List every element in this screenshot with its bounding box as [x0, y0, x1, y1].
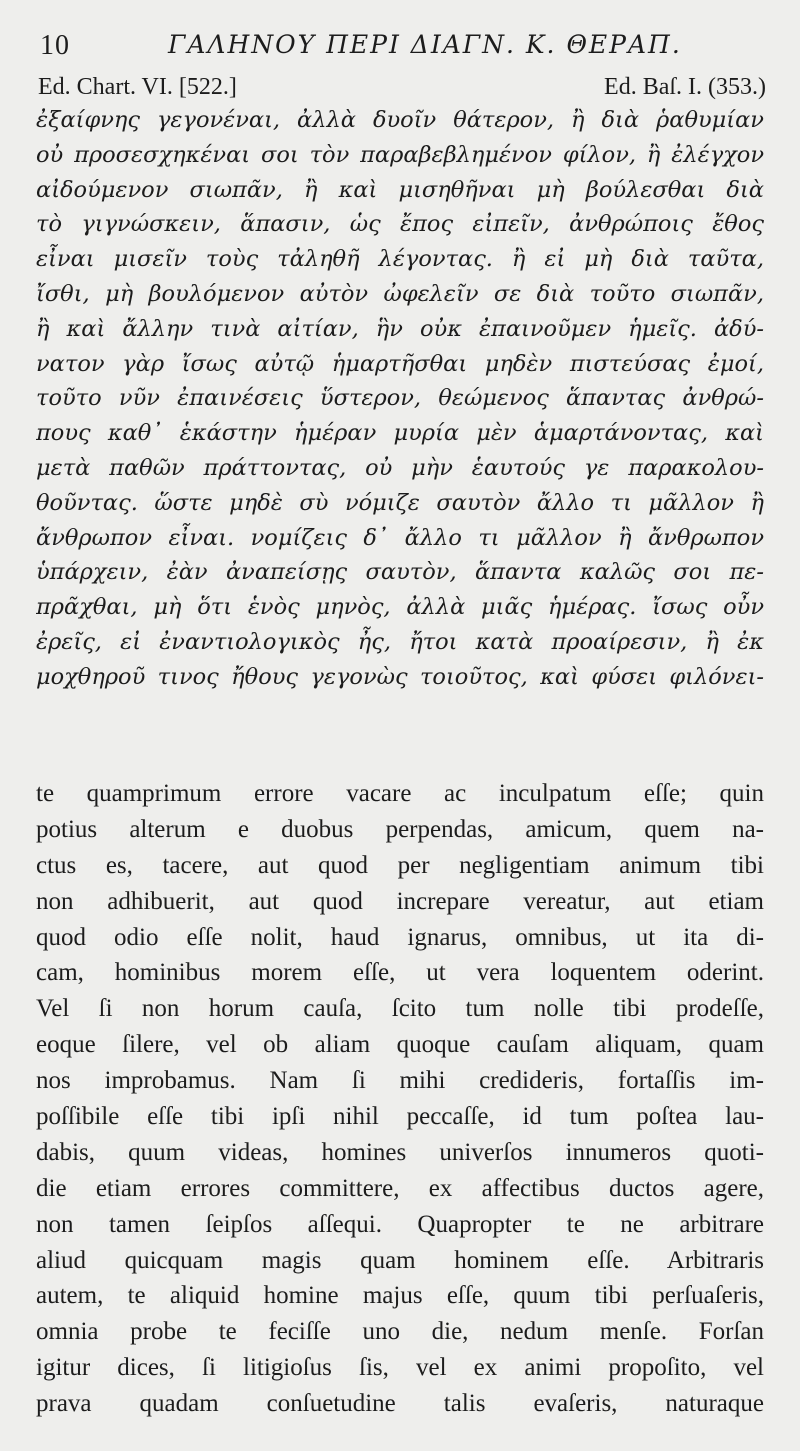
greek-text-line: αἰδούμενον σιωπᾶν, ἢ καὶ μισηθῆναι μὴ βούλεσθαι διὰ	[36, 176, 764, 203]
latin-text-line: non tamen ſeipſos aſſequi. Quapropter te ne arbitrare	[36, 1210, 764, 1238]
latin-text-line: dabis, quum videas, homines univerſos innumeros quoti-	[36, 1138, 764, 1166]
latin-text-line: non adhibuerit, aut quod increpare vereatur, aut etiam	[36, 887, 764, 915]
latin-text-line: die etiam errores committere, ex affectibus ductos agere,	[36, 1174, 764, 1202]
greek-text-line: ἴσθι, μὴ βουλόμενον αὐτὸν ὠφελεῖν σε διὰ τοῦτο σιωπᾶν,	[36, 280, 764, 307]
latin-text-line: Vel ſi non horum cauſa, ſcito tum nolle tibi prodeſſe,	[36, 995, 764, 1023]
greek-text-line: μετὰ παθῶν πράττοντας, οὐ μὴν ἑαυτούς γε παρακολου-	[36, 454, 764, 481]
greek-text-line: τοῦτο νῦν ἐπαινέσεις ὕστερον, θεώμενος ἅπαντας ἀνθρώ-	[36, 385, 764, 412]
latin-text-line: poſſibile eſſe tibi ipſi nihil peccaſſe, id tum poſtea lau-	[36, 1103, 764, 1131]
greek-text-line: πρᾶχθαι, μὴ ὅτι ἑνὸς μηνὸς, ἀλλὰ μιᾶς ἡμέρας. ἴσως οὖν	[36, 594, 764, 621]
latin-text-line: ctus es, tacere, aut quod per negligentiam animum tibi	[36, 851, 764, 879]
latin-text-line: autem, te aliquid homine majus eſſe, quum tibi perſuaſeris,	[36, 1282, 764, 1310]
greek-text-line: νατον γὰρ ἴσως αὐτῷ ἡμαρτῆσθαι μηδὲν πιστεύσας ἐμοί,	[36, 350, 764, 377]
greek-text-line: εἶναι μισεῖν τοὺς τἀληθῆ λέγοντας. ἢ εἰ μὴ διὰ ταῦτα,	[36, 246, 764, 273]
latin-text-line: omnia probe te feciſſe uno die, nedum menſe. Forſan	[36, 1318, 764, 1346]
latin-text-line: cam, hominibus morem eſſe, ut vera loquentem oderint.	[36, 959, 764, 987]
latin-text-line: nos improbamus. Nam ſi mihi credideris, fortaſſis im-	[36, 1067, 764, 1095]
latin-text-line: eoque ſilere, vel ob aliam quoque cauſam aliquam, quam	[36, 1031, 764, 1059]
greek-text-line: τὸ γιγνώσκειν, ἅπασιν, ὡς ἔπος εἰπεῖν, ἀνθρώποις ἔθος	[36, 211, 764, 238]
page-header	[38, 22, 764, 62]
latin-text-line: potius alterum e duobus perpendas, amicum, quem na-	[36, 815, 764, 843]
latin-text-line: quod odio eſſe nolit, haud ignarus, omnibus, ut ita di-	[36, 923, 764, 951]
latin-text-line: aliud quicquam magis quam hominem eſſe. Arbitraris	[36, 1246, 764, 1274]
page-number: 10	[40, 30, 70, 61]
greek-text-line: ὑπάρχειν, ἐὰν ἀναπείσῃς σαυτὸν, ἅπαντα καλῶς σοι πε-	[36, 559, 764, 586]
greek-text-line: ἐξαίφνης γεγονέναι, ἀλλὰ δυοῖν θάτερον, ἢ διὰ ῥαθυμίαν	[36, 107, 764, 133]
greek-text-line: πους καθ᾿ ἑκάστην ἡμέραν μυρία μὲν ἁμαρτάνοντας, καὶ	[36, 420, 764, 447]
latin-text-line: igitur dices, ſi litigioſus ſis, vel ex animi propoſito, vel	[36, 1354, 764, 1382]
greek-text-line: οὐ προσεσχηκέναι σοι τὸν παραβεβλημένον φίλον, ἢ ἐλέγχον	[36, 141, 764, 168]
latin-text-line: te quamprimum errore vacare ac inculpatum eſſe; quin	[36, 780, 764, 807]
latin-text-block	[36, 776, 764, 1422]
greek-text-line: ἢ καὶ ἄλλην τινὰ αἰτίαν, ἣν οὐκ ἐπαινοῦμεν ἡμεῖς. ἀδύ-	[36, 315, 764, 342]
latin-text-line: prava quadam conſuetudine talis evaſeris, naturaque	[36, 1390, 764, 1418]
greek-text-line: ἐρεῖς, εἰ ἐναντιολογικὸς ἦς, ἤτοι κατὰ προαίρεσιν, ἢ ἐκ	[36, 628, 764, 655]
edition-reference-chartier: Ed. Chart. VI. [522.]	[38, 74, 237, 100]
edition-reference-basel: Ed. Baſ. I. (353.)	[604, 74, 766, 100]
running-title: ΓΑΛΗΝΟΥ ΠΕΡΙ ΔΙΑΓΝ. Κ. ΘΕΡΑΠ.	[168, 30, 682, 59]
greek-text-line: μοχθηροῦ τινος ἤθους γεγονὼς τοιοῦτος, καὶ φύσει φιλόνει-	[36, 663, 764, 690]
greek-text-block	[36, 103, 764, 695]
greek-text-line: ἄνθρωπον εἶναι. νομίζεις δ᾿ ἄλλο τι μᾶλλον ἢ ἄνθρωπον	[36, 524, 764, 551]
greek-text-line: θοῦντας. ὥστε μηδὲ σὺ νόμιζε σαυτὸν ἄλλο τι μᾶλλον ἢ	[36, 489, 764, 516]
